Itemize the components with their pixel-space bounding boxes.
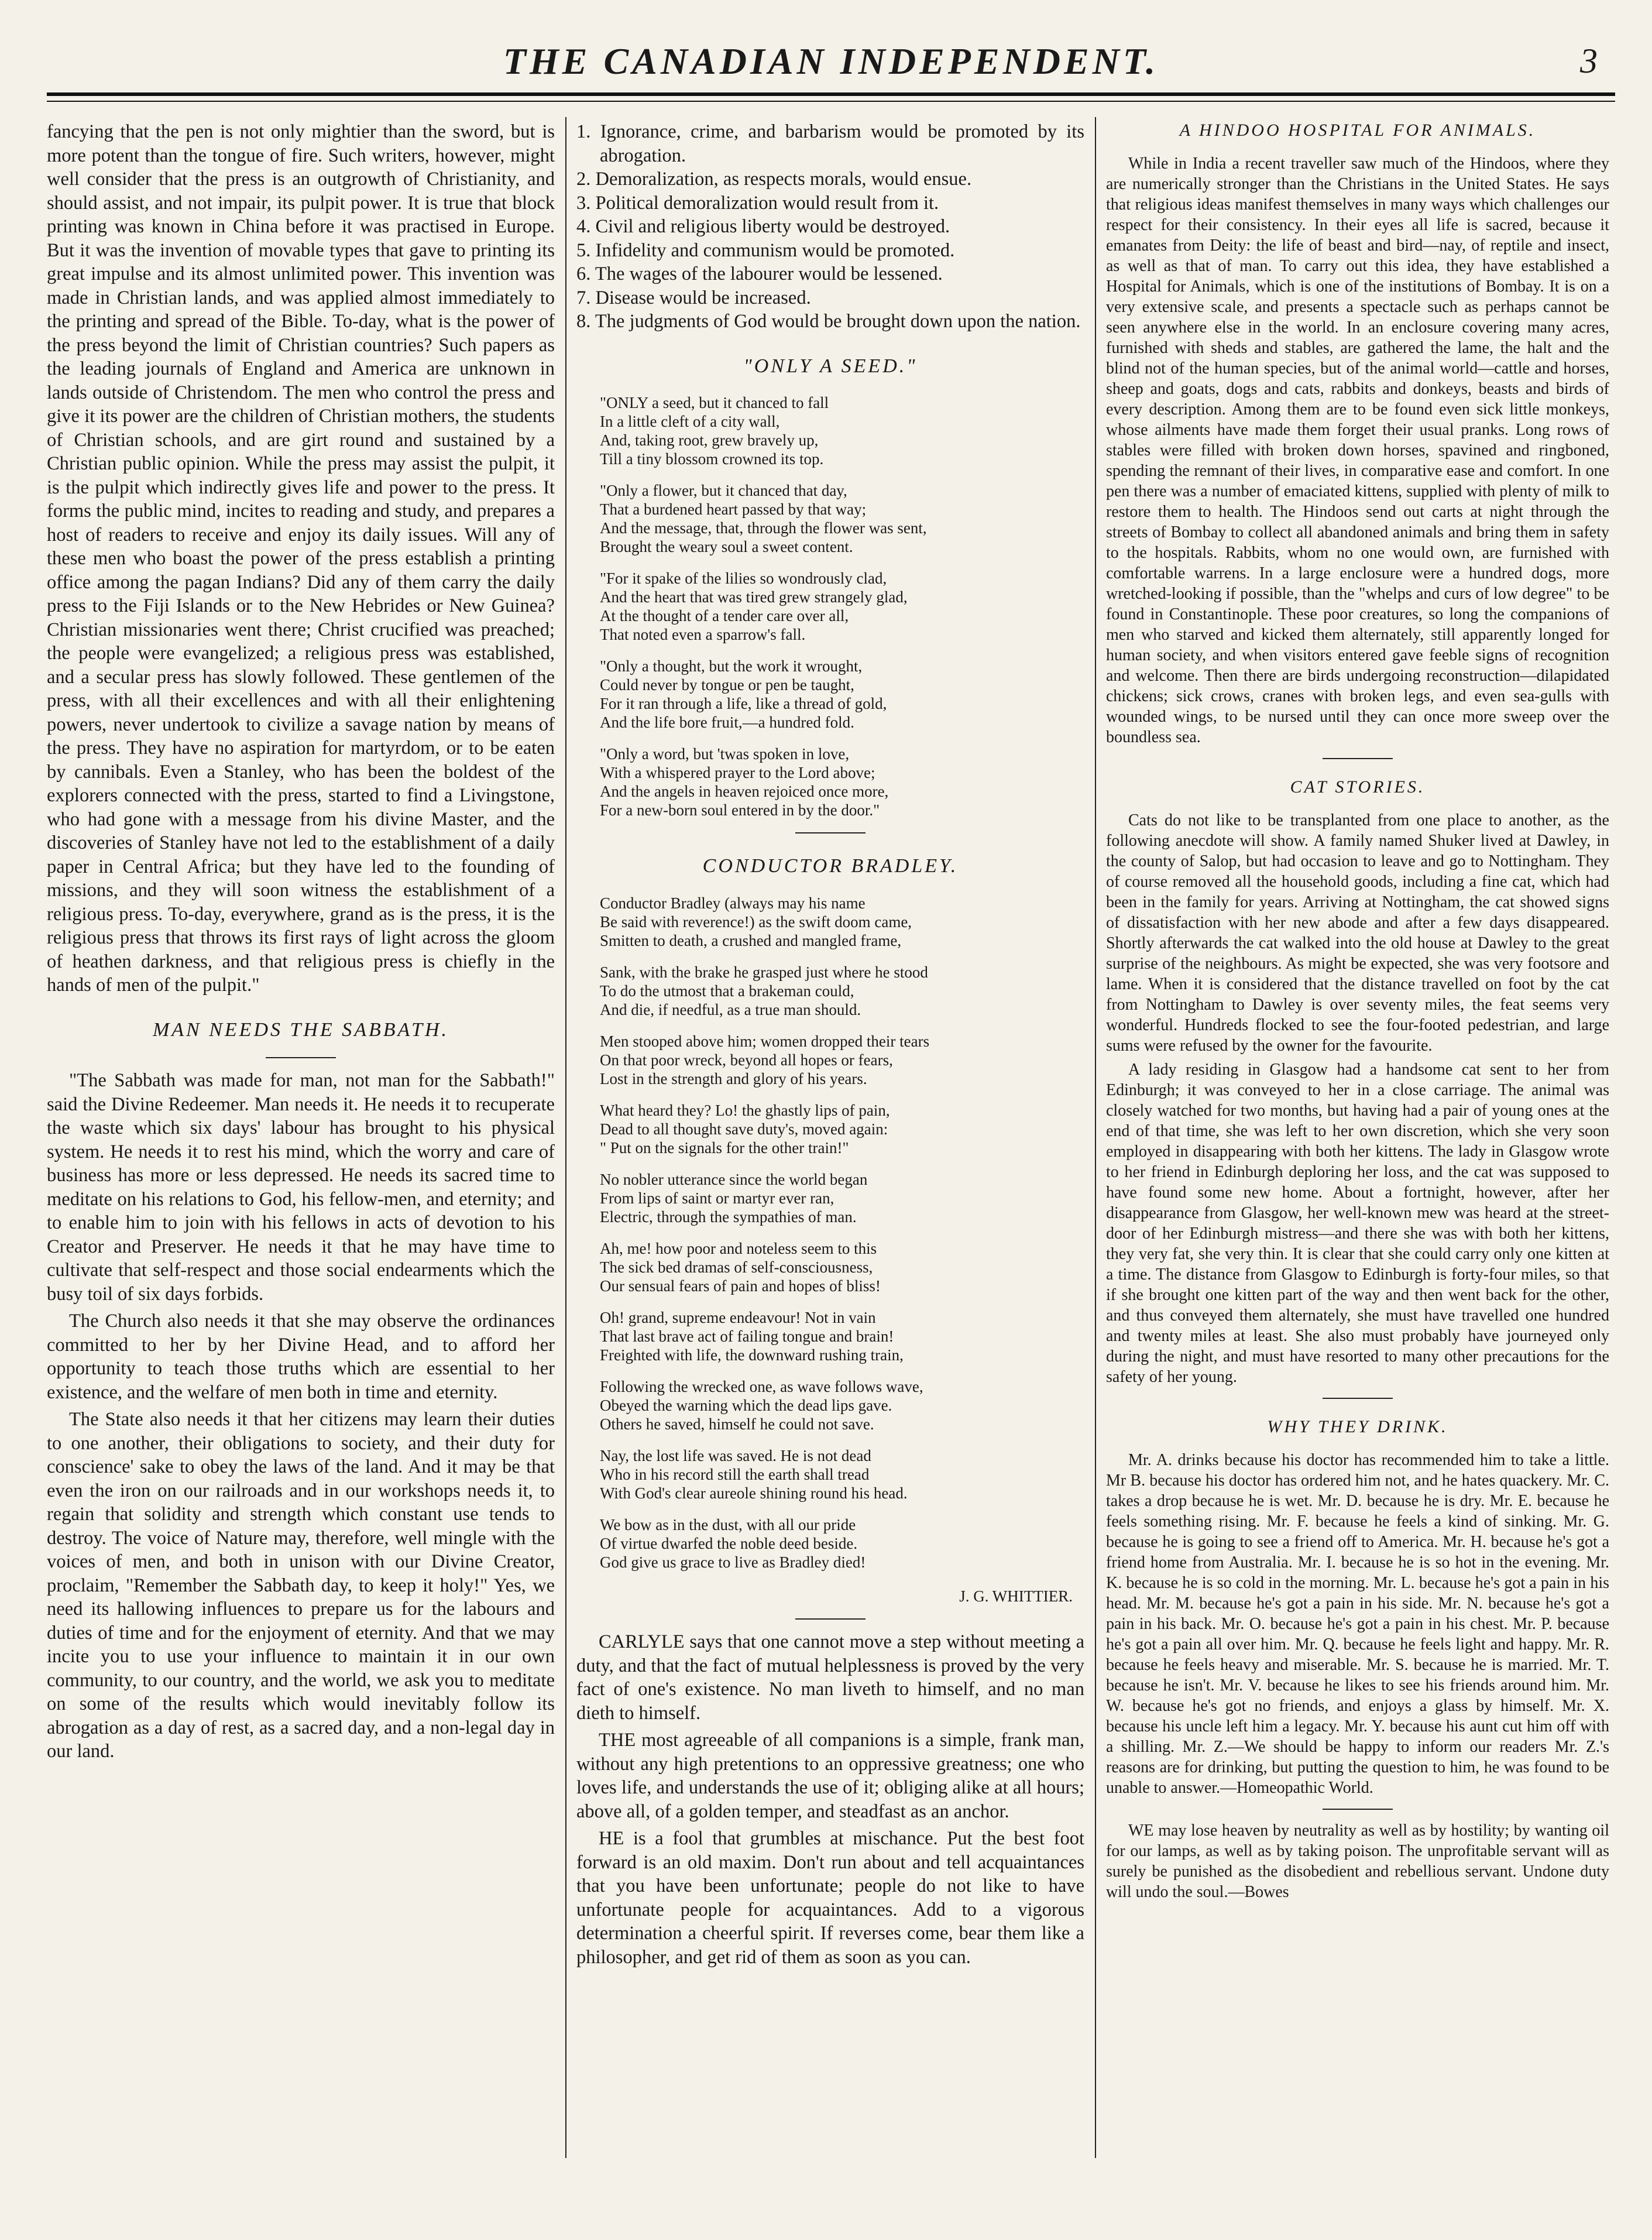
- stanza: "Only a flower, but it chanced that day, That a burdened heart passed by that way; And the message, that, through the flower was sent, Brought the weary soul a sweet content.: [600, 482, 927, 555]
- poem-conductor-bradley: [600, 894, 1084, 1572]
- stanza: Oh! grand, supreme endeavour! Not in vain That last brave act of failing tongue and brain! Freighted with life, the downward rushing train,: [600, 1308, 904, 1364]
- heading-only-a-seed: "ONLY A SEED.": [743, 355, 918, 377]
- stanza: Ah, me! how poor and noteless seem to this The sick bed dramas of self-consciousness, Our sensual fears of pain and hopes of bliss!: [600, 1239, 881, 1295]
- page-number: 3: [1580, 42, 1598, 80]
- stanza: No nobler utterance since the world began From lips of saint or martyr ever ran, Electric, through the sympathies of man.: [600, 1170, 868, 1226]
- column-divider: [565, 117, 566, 2158]
- abrogation-results-list: [576, 120, 1084, 334]
- heading-man-needs-sabbath: MAN NEEDS THE SABBATH.: [152, 1018, 449, 1041]
- stanza: "Only a thought, but the work it wrought, Could never by tongue or pen be taught, For it ran through a life, like a thread of gold, And the life bore fruit,—a hundred fold.: [600, 657, 887, 731]
- column-3: [1106, 120, 1609, 2158]
- heading-cat-stories: CAT STORIES.: [1290, 777, 1426, 797]
- section-rule: [1323, 1398, 1393, 1399]
- heading-why-they-drink: WHY THEY DRINK.: [1267, 1417, 1448, 1436]
- heading-conductor-bradley: CONDUCTOR BRADLEY.: [702, 855, 959, 877]
- drink-paragraph: Mr. A. drinks because his doctor has recommended him to take a little. Mr B. because his doctor has ordered him not, and he hates quackery. Mr. C. takes a drop because he is wet. Mr. D. because he is dry. Mr. E. because he feels something rising. Mr. F. because he feels a kind of sinking. Mr. G. because he is going to see a friend off to America. Mr. H. because he's got a friend home from Australia. Mr. I. because he is so hot in the evening. Mr. K. because he is so cold in the morning. Mr. L. because he's got a pain in his head. Mr. M. because he's got a pain in his side. Mr. N. because he's got a pain in his back. Mr. O. because he's got a pain in his chest. Mr. P. because he's got a pain all over him. Mr. Q. because he feels light and happy. Mr. R. because he feels heavy and miserable. Mr. S. because he is married. Mr. T. because he isn't. Mr. V. because he likes to see his friends around him. Mr. W. because he's got no friends, and enjoys a glass by himself. Mr. X. because his uncle left him a legacy. Mr. Y. because his aunt cut him off with a shilling. Mr. Z.—We should be happy to inform our readers Mr. Z.'s reasons are for drinking, but putting the question to him, he was found to be unable to answer.—Homeopathic World.: [1106, 1451, 1609, 1797]
- sabbath-paragraph: "The Sabbath was made for man, not man for the Sabbath!" said the Divine Redeemer. Man needs it. He needs it to recuperate the waste which six days' labour has brought to his physical system. He needs it to rest his mind, which the worry and care of business has more or less depressed. He needs its sacred time to meditate on his relations to God, his fellow-men, and eternity; and to enable him to join with his fellows in acts of devotion to his Creator and Preserver. He needs it that he may have time to cultivate that self-respect and those social endearments which the busy toil of six days forbids.: [47, 1070, 555, 1305]
- sabbath-paragraph: The Church also needs it that she may observe the ordinances committed to her by her Divine Head, and to afford her opportunity to teach those truths which are essential to her existence, and the welfare of men both in time and eternity.: [47, 1311, 555, 1403]
- hospital-paragraph: While in India a recent traveller saw much of the Hindoos, where they are numerically stronger than the Christians in the United States. He says that religious ideas manifest themselves in many ways which challenges our respect for their consistency. In their eyes all life is sacred, because it emanates from Deity: the life of beast and bird—nay, of reptile and insect, as well as that of man. To carry out this idea, they have established a Hospital for Animals, which is one of the institutions of Bombay. It is on a very extensive scale, and presents a spectacle such as perhaps cannot be seen anywhere else in the world. In an enclosure covering many acres, furnished with sheds and stables, are gathered the lame, the halt and the blind not of the human species, but of the animal world—cattle and horses, sheep and goats, dogs and cats, rabbits and donkeys, beasts and birds of every description. Among them are to be found even sick little monkeys, whose ailments have made them forget their usual pranks. Long rows of stables were filled with broken down horses, spavined and ringboned, spending the remnant of their lives, in comparative ease and comfort. In one pen there was a number of emaciated kittens, supplied with plenty of milk to restore them to health. The Hindoos send out carts at night through the streets of Bombay to collect all abandoned animals and bring them in safety to the hospitals. Rabbits, whom no one would own, are furnished with comfortable warrens. In a large enclosure were a hundred dogs, more wretched-looking if possible, than the "whelps and curs of low degree" to be found in Constantinople. These poor creatures, so long the companions of men who starved and kicked them alternately, still apparently longed for human society, and when visitors entered gave feeble signs of recognition and welcome. Then there are birds undergoing reconstruction—dilapidated chickens; sick crows, cranes with broken legs, and even sea-gulls with wounded wings, to be nursed until they can once more sweep over the boundless sea.: [1106, 155, 1609, 746]
- list-item: 3. Political demoralization would result from it.: [576, 192, 939, 214]
- cat-story-paragraph: Cats do not like to be transplanted from one place to another, as the following anecdote will show. A family named Shuker lived at Dawley, in the county of Salop, but had occasion to leave and go to Nottingham. They of course removed all the household goods, including a fine cat, which had been in the family for years. Arriving at Nottingham, the cat showed signs of dissatisfaction with her new abode and after a few days disappeared. Shortly afterwards the cat walked into the old house at Dawley to the great surprise of the neighbours. As might be expected, she was very footsore and lame. When it is considered that the distance travelled on foot by the cat from Nottingham to Dawley is over seventy miles, the feat seems very wonderful. Hundreds flocked to see the four-footed pedestrian, and large sums were refused by the owner for the favourite.: [1106, 811, 1609, 1055]
- list-item: 2. Demoralization, as respects morals, would ensue.: [576, 169, 972, 190]
- stanza: We bow as in the dust, with all our pride Of virtue dwarfed the noble deed beside. God give us grace to live as Bradley died!: [600, 1515, 866, 1571]
- heading-hindoo-hospital: A HINDOO HOSPITAL FOR ANIMALS.: [1179, 121, 1536, 140]
- cat-story-paragraph: A lady residing in Glasgow had a handsome cat sent to her from Edinburgh; it was conveyed to her in a close carriage. The animal was closely watched for two months, but having had a pair of young ones at the end of that time, she was left to her own discretion, which she very soon employed in disappearing with both her kittens. The lady in Glasgow wrote to her friend in Edinburgh deploring her loss, and the cat was supposed to have found some new home. About a fortnight, however, after her disappearance from Glasgow, her well-known mew was heard at the street-door of her Edinburgh mistress—and there she was with both her kittens, they very fat, she very thin. It is clear that she could carry only one kitten at a time. The distance from Glasgow to Edinburgh is forty-four miles, so that if she brought one kitten part of the way and then went back for the other, and thus conveyed them alternately, she must have travelled one hundred and twenty miles at least. She also must probably have journeyed only during the night, and must have resorted to many other precautions for the safety of her young.: [1106, 1061, 1609, 1386]
- section-rule: [795, 1618, 866, 1620]
- masthead-rule-thin: [47, 101, 1615, 102]
- heaven-paragraph: WE may lose heaven by neutrality as well as by hostility; by wanting oil for our lamps, as well as by taking poison. The unprofitable servant will as surely be punished as the disobedient and rebellious servant. Undone duty will undo the soul.—Bowes: [1106, 1821, 1609, 1901]
- article-press-continued: fancying that the pen is not only mightier than the sword, but is more potent than the tongue of fire. Such writers, however, might well consider that the press is an outgrowth of Christianity, and should assist, and not impair, its pulpit power. It is true that block printing was known in China before it was practised in Europe. But it was the invention of movable types that gave to printing its great impulse and its almost unlimited power. This invention was made in Christian lands, and was applied almost immediately to the printing and spread of the Bible. To-day, what is the power of the press beyond the limit of Christian countries? Such papers as the leading journals of England and America are unknown in lands outside of Christendom. The men who control the press and give it its power are the children of Christian mothers, the students of Christian schools, and are girt round and sustained by a Christian public opinion. While the press may assist the pulpit, it is the pulpit which indirectly gives life and power to the press. It forms the public mind, incites to reading and study, and prepares a host of readers to receive and enjoy its daily issues. Will any of these men who boast the power of the press establish a printing office among the pagan Indians? Did any of them carry the daily press to the Fiji Islands or to the New Hebrides or New Guinea? Christian missionaries went there; Christ crucified was preached; the people were evangelized; a religious press was established, and a secular press has slowly followed. These gentlemen of the press, with all their excellences and with all their enlightening powers, never undertook to civilize a savage nation by means of the press. They have no aspiration for martyrdom, or to be eaten by cannibals. Even a Stanley, who has been the boldest of the explorers connected with the press, started to find a Livingstone, who had gone with a message from his divine Master, and the discoveries of Stanley have not led to the establishment of a daily paper in Central Africa; but they have led to the founding of missions, and they will soon witness the establishment of a religious press. To-day, everywhere, grand as is the press, it is the religious press that throws its first rays of light across the gloom of heathen darkness, and that religious press is chiefly in the hands of men of the pulpit.": [47, 121, 555, 996]
- list-item: 7. Disease would be increased.: [576, 287, 811, 308]
- stanza: Nay, the lost life was saved. He is not dead Who in his record still the earth shall tread With God's clear aureole shining round his head.: [600, 1446, 908, 1502]
- section-rule: [1323, 1809, 1393, 1810]
- stanza: Following the wrecked one, as wave follows wave, Obeyed the warning which the dead lips gave. Others he saved, himself he could not save.: [600, 1377, 923, 1433]
- column-1: [47, 120, 555, 2158]
- masthead: [47, 35, 1615, 100]
- stanza: "Only a word, but 'twas spoken in love, With a whispered prayer to the Lord above; And the angels in heaven rejoiced once more, For a new-born soul entered in by the door.": [600, 745, 889, 819]
- section-rule: [795, 832, 866, 833]
- masthead-rule: [47, 92, 1615, 96]
- column-divider: [1095, 117, 1096, 2158]
- column-2: [576, 120, 1084, 2158]
- newspaper-title: THE CANADIAN INDEPENDENT.: [503, 40, 1159, 82]
- poem-only-a-seed: [600, 393, 1084, 819]
- stanza: "ONLY a seed, but it chanced to fall In a little cleft of a city wall, And, taking root, grew bravely up, Till a tiny blossom crowned its top.: [600, 394, 829, 468]
- list-item: 1. Ignorance, crime, and barbarism would be promoted by its abrogation.: [576, 121, 1084, 166]
- stanza: Men stooped above him; women dropped their tears On that poor wreck, beyond all hopes or fears, Lost in the strength and glory of his years.: [600, 1032, 930, 1088]
- poem-author: J. G. WHITTIER.: [959, 1587, 1073, 1605]
- list-item: 4. Civil and religious liberty would be destroyed.: [576, 216, 950, 237]
- stanza: Conductor Bradley (always may his name Be said with reverence!) as the swift doom came, Smitten to death, a crushed and mangled frame,: [600, 894, 912, 949]
- agreeable-companion-paragraph: THE most agreeable of all companions is a simple, frank man, without any high pretentions to an oppressive greatness; one who loves life, and understands the use of it; obliging alike at all hours; above all, of a golden temper, and steadfast as an anchor.: [576, 1730, 1084, 1822]
- carlyle-paragraph: CARLYLE says that one cannot move a step without meeting a duty, and that the fact of mutual helplessness is proved by the very fact of one's existence. No man liveth to himself, and no man dieth to himself.: [576, 1631, 1084, 1724]
- list-item: 6. The wages of the labourer would be lessened.: [576, 263, 943, 284]
- sabbath-paragraph: The State also needs it that her citizens may learn their duties to one another, their obligations to society, and their duty for conscience' sake to obey the laws of the land. And it may be that even the iron on our railroads and in our workshops needs it, to regain that solidity and strength which constant use tends to destroy. The voice of Nature may, therefore, well mingle with the voices of men, and both in unison with our Divine Creator, proclaim, "Remember the Sabbath day, to keep it holy!" Yes, we need its hallowing influences to prepare us for the labours and duties of time and for the enjoyment of eternity. And that we may incite you to use your influence to maintain it in our own community, to our country, and the world, we ask you to meditate on some of the results which would inevitably follow its abrogation as a day of rest, as a sacred day, and a non-legal day in our land.: [47, 1409, 555, 1762]
- list-item: 5. Infidelity and communism would be promoted.: [576, 239, 955, 261]
- stanza: Sank, with the brake he grasped just where he stood To do the utmost that a brakeman could, And die, if needful, as a true man should.: [600, 963, 928, 1018]
- fool-paragraph: HE is a fool that grumbles at mischance. Put the best foot forward is an old maxim. Don't run about and tell acquaintances that you have been unfortunate; people do not like to have unfortunate people for acquaintances. Add to a vigorous determination a cheerful spirit. If reverses come, bear them like a philosopher, and get rid of them as soon as you can.: [576, 1828, 1084, 1968]
- heading-rule: [266, 1057, 336, 1058]
- stanza: What heard they? Lo! the ghastly lips of pain, Dead to all thought save duty's, moved again: " Put on the signals for the other train!": [600, 1101, 890, 1157]
- list-item: 8. The judgments of God would be brought down upon the nation.: [576, 311, 1081, 332]
- section-rule: [1323, 758, 1393, 759]
- stanza: "For it spake of the lilies so wondrously clad, And the heart that was tired grew strangely glad, At the thought of a tender care over all, That noted even a sparrow's fall.: [600, 570, 908, 643]
